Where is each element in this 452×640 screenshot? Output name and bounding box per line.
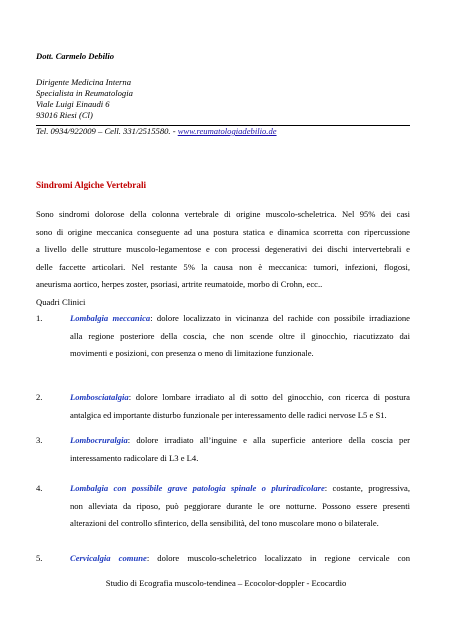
item-term: Lombosciatalgia (70, 392, 129, 402)
item-number: 1. (36, 313, 43, 323)
quadri-clinici-heading: Quadri Clinici (36, 296, 86, 307)
intro-line: a livello delle strutture muscolo-legamentose e con processi degenerativi dei dischi intervertebrali e (36, 244, 410, 255)
item-body (70, 389, 410, 424)
item-body (70, 480, 410, 533)
intro-line: Sono sindromi dolorose della colonna vertebrale di origine muscolo-scheletrica. Nel 95% dei casi (36, 209, 410, 219)
header-line-street: Viale Luigi Einaudi 6 (36, 99, 110, 109)
header-line-specialty: Specialista in Reumatologia (36, 88, 133, 98)
intro-line: delle faccette articolari. Nel restante 5% la causa non è meccanica: tumori, infezioni, flogosi, (36, 261, 410, 272)
doctor-name: Dott. Carmelo Debilio (36, 51, 115, 61)
item-body (70, 310, 410, 363)
intro-line: aneurisma aortico, herpes zoster, psoriasi, artrite reumatoide, morbo di Crohn, ecc.. (36, 279, 323, 290)
item-text: : dolore lombare irradiato al di sotto del ginocchio, con ricerca di postura (128, 392, 410, 402)
item-text: alla regione posteriore della coscia, che non scende oltre il ginocchio, riacutizzato dai (70, 330, 410, 341)
header-line-city: 93016 Riesi (Cl) (36, 110, 93, 120)
website-link[interactable]: www.reumatologiadebilio.de (177, 126, 277, 136)
item-number: 3. (36, 435, 43, 445)
item-number: 5. (36, 553, 43, 563)
item-text: interessamento radicolare di L3 e L4. (70, 452, 199, 463)
item-text: : dolore muscolo-scheletrico localizzato in regione cervicale con (146, 553, 411, 563)
page-footer: Studio di Ecografia muscolo-tendinea – Ecocolor-doppler - Ecocardio (105, 578, 347, 588)
item-text: antalgica ed importante disturbo funzionale per interessamento delle radici nervose L5 e S1. (70, 409, 387, 420)
item-term: Cervicalgia comune (70, 553, 147, 563)
item-number: 2. (36, 392, 43, 402)
item-number: 4. (36, 483, 43, 493)
contact-line (36, 126, 277, 136)
item-text: alterazioni del controllo sfinterico, della sensibilità, del tono muscolare mono o bilaterale. (70, 518, 379, 529)
section-title: Sindromi Algiche Vertebrali (36, 180, 147, 190)
item-text: non alleviata da riposo, può peggiorare durante le ore notturne. Possono essere presenti (70, 500, 410, 511)
item-term: Lombocruralgia (70, 435, 128, 445)
intro-line: sono di origine meccanica conseguente ad una postura statica e dinamica scorretta con ripercussione (36, 226, 410, 237)
item-text: : costante, progressiva, (324, 483, 410, 493)
item-body (70, 550, 410, 568)
header-line-role: Dirigente Medicina Interna (36, 77, 131, 87)
item-text: movimenti e posizioni, con presenza o meno di limitazione funzionale. (70, 348, 314, 359)
intro-paragraph (36, 206, 410, 312)
item-body (70, 432, 410, 467)
item-term: Lombalgia meccanica (70, 313, 151, 323)
item-text: : dolore irradiato all’inguine e alla superficie anteriore della coscia per (127, 435, 410, 445)
contact-phones: Tel. 0934/922009 – Cell. 331/2515580. - (36, 126, 178, 136)
item-text: : dolore localizzato in vicinanza del rachide con possibile irradiazione (150, 313, 410, 323)
item-term: Lombalgia con possibile grave patologia spinale o pluriradicolare (70, 483, 325, 493)
